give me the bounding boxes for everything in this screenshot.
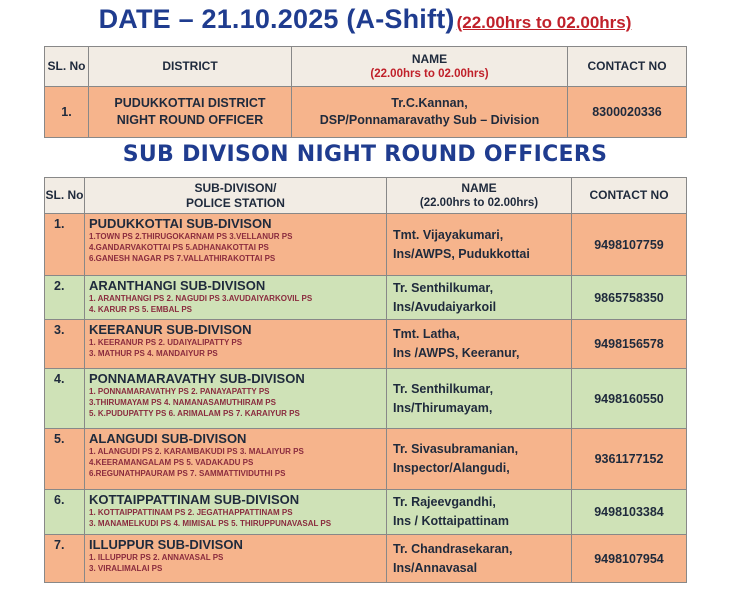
- header-sl-no: SL. No: [45, 178, 85, 214]
- cell-subdivision: [85, 490, 387, 535]
- cell-district: PUDUKKOTTAI DISTRICT NIGHT ROUND OFFICER: [89, 87, 292, 138]
- cell-subdivision: [85, 320, 387, 369]
- subdivision-name: ARANTHANGI SUB-DIVISON: [89, 278, 266, 293]
- header-name: NAME (22.00hrs to 02.00hrs): [292, 47, 568, 87]
- cell-sl: 3.: [45, 320, 85, 369]
- police-station-line: 1. ARANTHANGI PS 2. NAGUDI PS 3.AVUDAIYARKOVIL PS: [89, 294, 313, 303]
- police-station-line: 4.KEERAMANGALAM PS 5. VADAKADU PS: [89, 458, 254, 467]
- police-station-line: 1. ILLUPPUR PS 2. ANNAVASAL PS: [89, 553, 224, 562]
- cell-contact: 8300020336: [568, 87, 687, 138]
- cell-sl: 7.: [45, 535, 85, 583]
- police-station-line: 4.GANDARVAKOTTAI PS 5.ADHANAKOTTAI PS: [89, 243, 269, 252]
- district-officer-row: [45, 87, 687, 138]
- header-subdivision: SUB-DIVISON/ POLICE STATION: [85, 178, 387, 214]
- cell-officer-name: Tr.C.Kannan, DSP/Ponnamaravathy Sub – Division: [292, 87, 568, 138]
- cell-contact: 9498107759: [572, 214, 687, 276]
- cell-sl: 1.: [45, 214, 85, 276]
- cell-subdivision: [85, 429, 387, 490]
- subdivision-row: [45, 369, 687, 429]
- subdivision-name: KOTTAIPPATTINAM SUB-DIVISON: [89, 492, 300, 507]
- header-contact-no: CONTACT NO: [572, 178, 687, 214]
- police-station-line: 1. ALANGUDI PS 2. KARAMBAKUDI PS 3. MALAIYUR PS: [89, 447, 304, 456]
- subdivision-row: [45, 535, 687, 583]
- cell-officer-name: Tr. Chandrasekaran, Ins/Annavasal: [387, 535, 572, 583]
- police-station-line: 1. KEERANUR PS 2. UDAIYALIPATTY PS: [89, 338, 243, 347]
- cell-subdivision: [85, 535, 387, 583]
- header-district: DISTRICT: [89, 47, 292, 87]
- cell-contact: 9498103384: [572, 490, 687, 535]
- police-station-line: 4. KARUR PS 5. EMBAL PS: [89, 305, 192, 314]
- police-station-line: 6.GANESH NAGAR PS 7.VALLATHIRAKOTTAI PS: [89, 254, 276, 263]
- header-name: NAME (22.00hrs to 02.00hrs): [387, 178, 572, 214]
- subdivision-row: [45, 320, 687, 369]
- subdivision-table-header: [45, 178, 687, 214]
- subdivision-row: [45, 429, 687, 490]
- cell-officer-name: Tr. Rajeevgandhi, Ins / Kottaipattinam: [387, 490, 572, 535]
- section-heading: SUB DIVISON NIGHT ROUND OFFICERS: [122, 142, 608, 167]
- police-station-line: 1.TOWN PS 2.THIRUGOKARNAM PS 3.VELLANUR PS: [89, 232, 293, 241]
- subdivision-officers-table: [44, 177, 687, 583]
- subdivision-row: [45, 490, 687, 535]
- cell-contact: 9865758350: [572, 276, 687, 320]
- subdivision-name: PUDUKKOTTAI SUB-DIVISON: [89, 216, 272, 231]
- page-title: [0, 4, 730, 35]
- cell-sl: 5.: [45, 429, 85, 490]
- district-table-header: [45, 47, 687, 87]
- subdivision-row: [45, 214, 687, 276]
- cell-officer-name: Tr. Senthilkumar, Ins/Avudaiyarkoil: [387, 276, 572, 320]
- cell-contact: 9361177152: [572, 429, 687, 490]
- cell-subdivision: [85, 369, 387, 429]
- cell-officer-name: Tmt. Vijayakumari, Ins/AWPS, Pudukkottai: [387, 214, 572, 276]
- date-shift-title: DATE – 21.10.2025 (A-Shift): [98, 4, 455, 34]
- cell-sl: 2.: [45, 276, 85, 320]
- cell-contact: 9498107954: [572, 535, 687, 583]
- police-station-line: 3. MANAMELKUDI PS 4. MIMISAL PS 5. THIRUPPUNAVASAL PS: [89, 519, 332, 528]
- cell-subdivision: [85, 214, 387, 276]
- cell-sl: 1.: [45, 87, 89, 138]
- subdivision-name: PONNAMARAVATHY SUB-DIVISON: [89, 371, 305, 386]
- subdivision-name: ALANGUDI SUB-DIVISON: [89, 431, 247, 446]
- subdivision-row: [45, 276, 687, 320]
- police-station-line: 3. VIRALIMALAI PS: [89, 564, 163, 573]
- header-contact-no: CONTACT NO: [568, 47, 687, 87]
- police-station-line: 1. KOTTAIPPATTINAM PS 2. JEGATHAPPATTINAM PS: [89, 508, 293, 517]
- shift-timing: (22.00hrs to 02.00hrs): [456, 13, 632, 32]
- police-station-line: 1. PONNAMARAVATHY PS 2. PANAYAPATTY PS: [89, 387, 270, 396]
- header-sl-no: SL. No: [45, 47, 89, 87]
- cell-contact: 9498156578: [572, 320, 687, 369]
- cell-officer-name: Tr. Senthilkumar, Ins/Thirumayam,: [387, 369, 572, 429]
- subdivision-name: KEERANUR SUB-DIVISON: [89, 322, 252, 337]
- police-station-line: 3. MATHUR PS 4. MANDAIYUR PS: [89, 349, 218, 358]
- police-station-line: 3.THIRUMAYAM PS 4. NAMANASAMUTHIRAM PS: [89, 398, 276, 407]
- cell-officer-name: Tr. Sivasubramanian, Inspector/Alangudi,: [387, 429, 572, 490]
- cell-sl: 4.: [45, 369, 85, 429]
- police-station-line: 6.REGUNATHPAURAM PS 7. SAMMATTIVIDUTHI PS: [89, 469, 286, 478]
- subdivision-name: ILLUPPUR SUB-DIVISON: [89, 537, 243, 552]
- cell-contact: 9498160550: [572, 369, 687, 429]
- district-officer-table: [44, 46, 687, 138]
- cell-officer-name: Tmt. Latha, Ins /AWPS, Keeranur,: [387, 320, 572, 369]
- police-station-line: 5. K.PUDUPATTY PS 6. ARIMALAM PS 7. KARAIYUR PS: [89, 409, 300, 418]
- cell-subdivision: [85, 276, 387, 320]
- cell-sl: 6.: [45, 490, 85, 535]
